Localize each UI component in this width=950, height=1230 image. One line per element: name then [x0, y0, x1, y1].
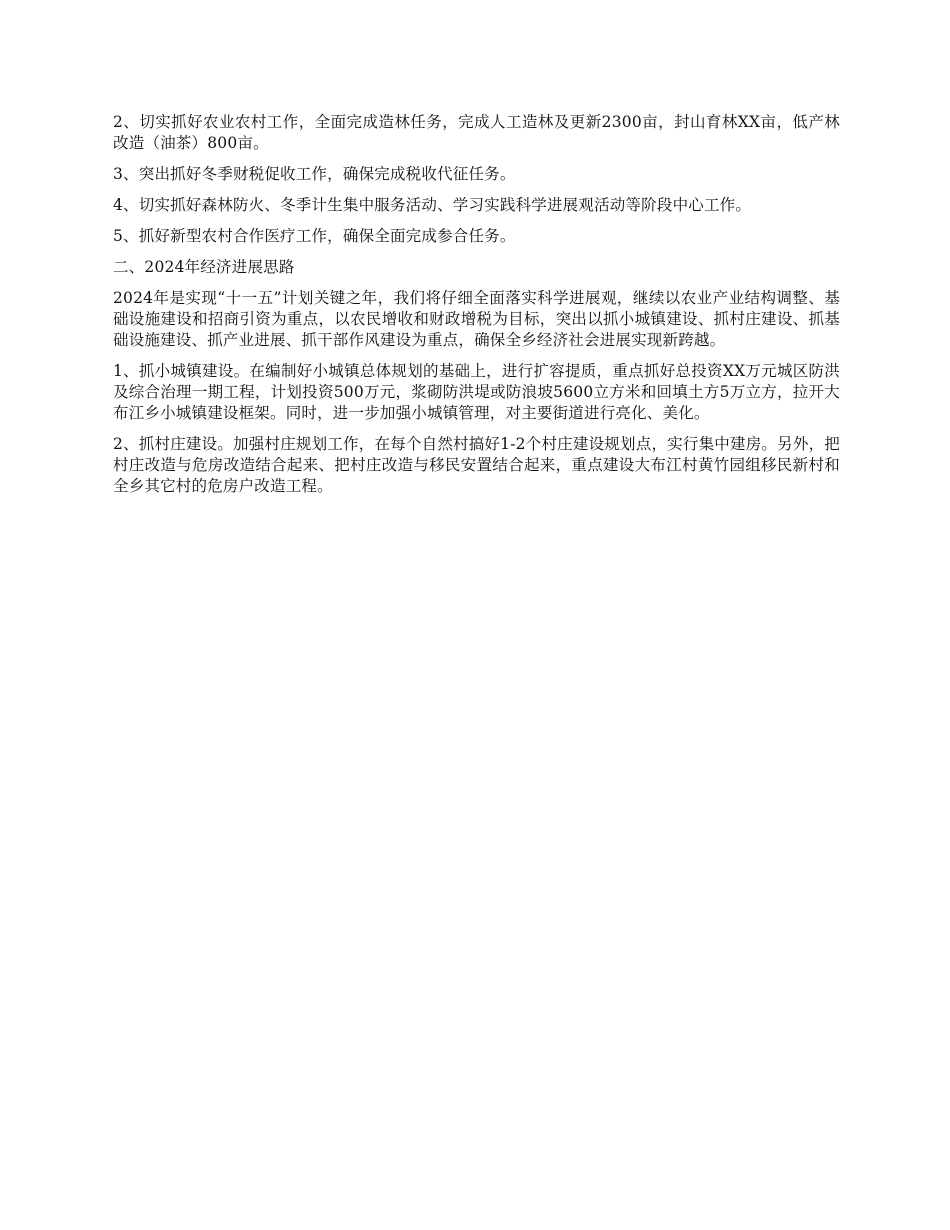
- paragraph-task-3-tax: 3、突出抓好冬季财税促收工作，确保完成税收代征任务。: [113, 165, 516, 183]
- paragraph-small-town-construction: 1、抓小城镇建设。在编制好小城镇总体规划的基础上，进行扩容提质，重点抓好总投资XX万元城区防洪及综合治理一期工程，计划投资500万元，浆砌防洪堤或防浪坡5600立方米和回填土方5万立方，拉开大布江乡小城镇建设框架。同时，进一步加强小城镇管理，对主要街道进行亮化、美化。: [113, 362, 840, 422]
- paragraph-task-2-forestry: 2、切实抓好农业农村工作，全面完成造林任务，完成人工造林及更新2300亩，封山育林XX亩，低产林改造（油茶）800亩。: [113, 113, 840, 152]
- section-heading-2024-plan: 二、2024年经济进展思路: [113, 258, 295, 276]
- paragraph-2024-overview: 2024年是实现“十一五”计划关键之年，我们将仔细全面落实科学进展观，继续以农业产业结构调整、基础设施建设和招商引资为重点，以农民增收和财政增税为目标，突出以抓小城镇建设、抓村庄建设、抓基础设施建设、抓产业进展、抓干部作风建设为重点，确保全乡经济社会进展实现新跨越。: [113, 289, 840, 349]
- document-body: [113, 112, 840, 507]
- paragraph-task-5-medical: 5、抓好新型农村合作医疗工作，确保全面完成参合任务。: [113, 227, 516, 245]
- paragraph-task-4-fire-prevention: 4、切实抓好森林防火、冬季计生集中服务活动、学习实践科学进展观活动等阶段中心工作。: [113, 196, 752, 214]
- paragraph-village-construction: 2、抓村庄建设。加强村庄规划工作，在每个自然村搞好1-2个村庄建设规划点，实行集中建房。另外，把村庄改造与危房改造结合起来、把村庄改造与移民安置结合起来，重点建设大布江村黄竹园组移民新村和全乡其它村的危房户改造工程。: [113, 435, 840, 495]
